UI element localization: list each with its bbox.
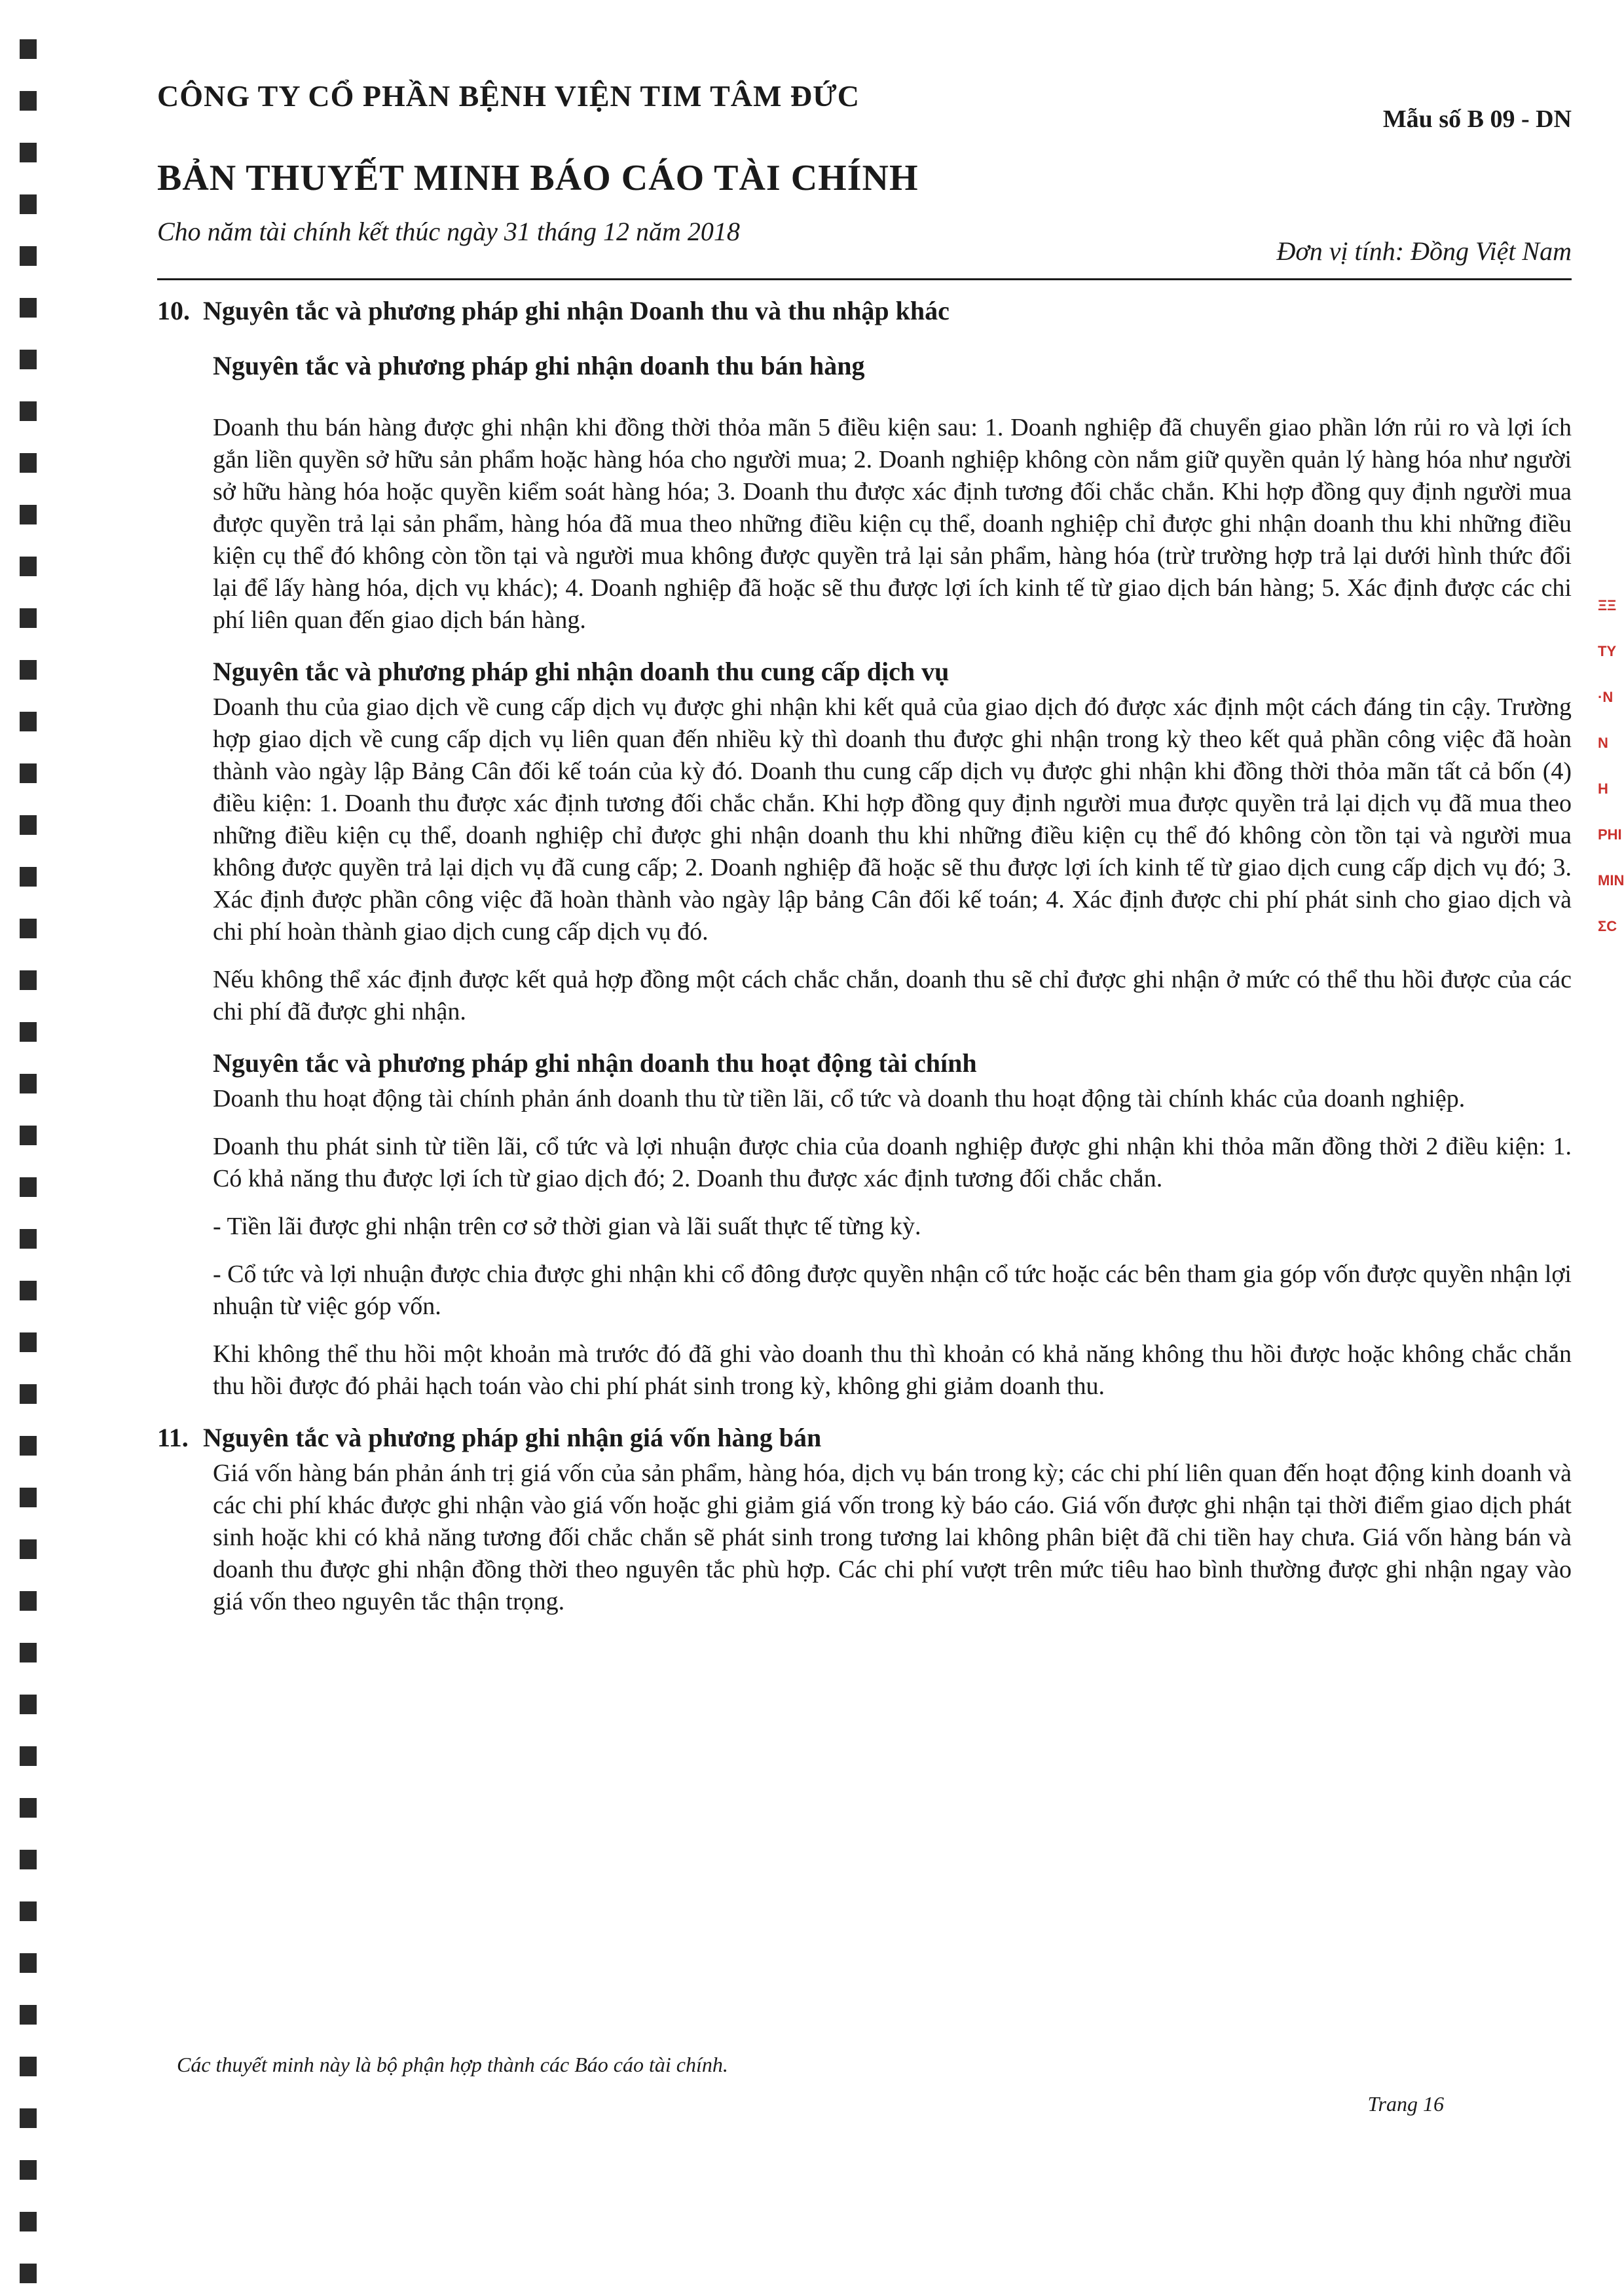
binder-hole xyxy=(20,1332,37,1352)
form-number: Mẫu số B 09 - DN xyxy=(1382,105,1572,133)
binder-hole xyxy=(20,608,37,628)
binder-hole xyxy=(20,1591,37,1611)
seal-fragment-text: ΣC xyxy=(1598,918,1617,934)
seal-fragment-text: ·N xyxy=(1598,689,1614,705)
page-number: Trang 16 xyxy=(1367,2092,1444,2116)
paragraph: Doanh thu hoạt động tài chính phản ánh doanh thu từ tiền lãi, cổ tức và doanh thu hoạt động tài chính khác của doanh nghiệp. xyxy=(213,1085,1466,1112)
binder-hole xyxy=(20,763,37,783)
seal-fragment-text: MIN xyxy=(1598,872,1624,889)
section-11-heading xyxy=(157,1418,1572,1458)
subsection-sales-revenue-heading: Nguyên tắc và phương pháp ghi nhận doanh thu bán hàng xyxy=(213,351,865,380)
seal-fragment-text: TY xyxy=(1598,643,1617,659)
section-title: Nguyên tắc và phương pháp ghi nhận Doanh thu và thu nhập khác xyxy=(203,296,950,325)
binder-hole xyxy=(20,194,37,214)
notes-content xyxy=(157,291,1572,1618)
paragraph: Doanh thu phát sinh từ tiền lãi, cổ tức và lợi nhuận được chia của doanh nghiệp được ghi nhận khi thỏa mãn đồng thời 2 điều kiện: 1. Có khả năng thu được lợi ích từ giao dịch đó; 2. Doanh thu được xác định tương đối chắc chắn. xyxy=(213,1133,1572,1192)
binder-hole xyxy=(20,1384,37,1404)
company-name: CÔNG TY CỔ PHẦN BỆNH VIỆN TIM TÂM ĐỨC xyxy=(157,79,860,113)
footer-note: Các thuyết minh này là bộ phận hợp thành các Báo cáo tài chính. xyxy=(177,2053,728,2076)
binder-hole xyxy=(20,660,37,680)
paragraph: Nếu không thể xác định được kết quả hợp đồng một cách chắc chắn, doanh thu sẽ chỉ được ghi nhận ở mức có thể thu hồi được của các chi phí đã được ghi nhận. xyxy=(213,966,1572,1025)
binder-hole xyxy=(20,350,37,369)
binder-hole xyxy=(20,815,37,835)
binder-hole xyxy=(20,1022,37,1042)
binder-hole xyxy=(20,39,37,59)
reporting-period: Cho năm tài chính kết thúc ngày 31 tháng 12 năm 2018 xyxy=(157,217,740,246)
seal-fragment-text: PHI xyxy=(1598,826,1622,843)
binder-hole xyxy=(20,2057,37,2076)
header-divider xyxy=(157,278,1572,280)
seal-stamp-fragment xyxy=(1598,583,1624,949)
binder-hole xyxy=(20,557,37,576)
binder-hole xyxy=(20,1798,37,1818)
paragraph: Doanh thu của giao dịch về cung cấp dịch vụ được ghi nhận khi kết quả của giao dịch đó được xác định một cách đáng tin cậy. Trường hợp giao dịch về cung cấp dịch vụ liên quan đến nhiều kỳ thì doanh thu được ghi nhận trong kỳ theo kết quả phần công việc đã hoàn thành vào ngày lập Bảng Cân đối kế toán của kỳ đó. Doanh thu cung cấp dịch vụ được ghi nhận khi đồng thời thỏa mãn tất cả bốn (4) điều kiện: 1. Doanh thu được xác định tương đối chắc chắn. Khi hợp đồng quy định người mua được quyền trả lại dịch vụ đã mua theo những điều kiện cụ thể, doanh nghiệp chỉ được ghi nhận doanh thu khi những điều kiện cụ thể đó không còn tồn tại và người mua không được quyền trả lại dịch vụ đã cung cấp; 2. Doanh nghiệp đã hoặc sẽ thu được lợi ích kinh tế từ giao dịch cung cấp dịch vụ đó; 3. Xác định được phần công việc đã hoàn thành vào ngày lập bảng Cân đối kế toán; 4. Xác định được chi phí phát sinh cho giao dịch và chi phí hoàn thành giao dịch cung cấp dịch vụ đó. xyxy=(213,693,1572,946)
binder-hole xyxy=(20,712,37,731)
binder-hole xyxy=(20,1488,37,1507)
binder-hole xyxy=(20,1850,37,1869)
section-10-heading xyxy=(157,291,1572,331)
binder-hole xyxy=(20,919,37,938)
binder-hole xyxy=(20,401,37,421)
binder-hole xyxy=(20,1074,37,1093)
binder-hole xyxy=(20,2005,37,2025)
binder-hole xyxy=(20,2264,37,2283)
binder-hole xyxy=(20,1539,37,1559)
paragraph: Khi không thể thu hồi một khoản mà trước đó đã ghi vào doanh thu thì khoản có khả năng không thu hồi được hoặc không chắc chắn thu hồi được đó phải hạch toán vào chi phí phát sinh trong kỳ, không ghi giảm doanh thu. xyxy=(213,1340,1572,1400)
binder-hole xyxy=(20,1746,37,1766)
binder-holes xyxy=(20,39,46,2266)
seal-fragment-text: N H xyxy=(1598,735,1608,797)
binder-hole xyxy=(20,1643,37,1662)
section-number: 10. xyxy=(157,296,190,325)
binder-hole xyxy=(20,143,37,162)
binder-hole xyxy=(20,1229,37,1249)
section-title: Nguyên tắc và phương pháp ghi nhận giá vốn hàng bán xyxy=(203,1423,822,1452)
subsection-service-revenue-heading: Nguyên tắc và phương pháp ghi nhận doanh thu cung cấp dịch vụ xyxy=(213,657,950,686)
binder-hole xyxy=(20,2160,37,2180)
paragraph: - Tiền lãi được ghi nhận trên cơ sở thời gian và lãi suất thực tế từng kỳ. xyxy=(213,1213,921,1240)
paragraph: Giá vốn hàng bán phản ánh trị giá vốn của sản phẩm, hàng hóa, dịch vụ bán trong kỳ; các chi phí liên quan đến hoạt động kinh doanh và các chi phí khác được ghi nhận vào giá vốn hoặc ghi giảm giá vốn trong kỳ báo cáo. Giá vốn được ghi nhận tại thời điểm giao dịch phát sinh hoặc khi có khả năng tương đối chắc chắn sẽ phát sinh trong tương lai không phân biệt đã chi tiền hay chưa. Giá vốn hàng bán và doanh thu được ghi nhận đồng thời theo nguyên tắc phù hợp. Các chi phí vượt trên mức tiêu hao bình thường được ghi nhận ngay vào giá vốn theo nguyên tắc thận trọng. xyxy=(213,1460,1572,1615)
binder-hole xyxy=(20,867,37,887)
currency-unit: Đơn vị tính: Đồng Việt Nam xyxy=(1276,236,1572,266)
paragraph: - Cổ tức và lợi nhuận được chia được ghi nhận khi cổ đông được quyền nhận cổ tức hoặc các bên tham gia góp vốn được quyền nhận lợi nhuận từ việc góp vốn. xyxy=(213,1260,1572,1320)
binder-hole xyxy=(20,1901,37,1921)
binder-hole xyxy=(20,505,37,524)
binder-hole xyxy=(20,453,37,473)
document-title: BẢN THUYẾT MINH BÁO CÁO TÀI CHÍNH xyxy=(157,158,919,198)
subsection-financial-revenue-heading: Nguyên tắc và phương pháp ghi nhận doanh thu hoạt động tài chính xyxy=(213,1048,977,1078)
binder-hole xyxy=(20,1695,37,1714)
seal-fragment-text: ΞΞ xyxy=(1598,597,1617,614)
binder-hole xyxy=(20,1177,37,1197)
binder-hole xyxy=(20,2212,37,2231)
binder-hole xyxy=(20,1126,37,1145)
binder-hole xyxy=(20,91,37,111)
binder-hole xyxy=(20,1953,37,1973)
binder-hole xyxy=(20,970,37,990)
binder-hole xyxy=(20,2108,37,2128)
binder-hole xyxy=(20,298,37,318)
binder-hole xyxy=(20,246,37,266)
binder-hole xyxy=(20,1281,37,1300)
binder-hole xyxy=(20,1436,37,1456)
section-number: 11. xyxy=(157,1423,189,1452)
paragraph: Doanh thu bán hàng được ghi nhận khi đồng thời thỏa mãn 5 điều kiện sau: 1. Doanh nghiệp đã chuyển giao phần lớn rủi ro và lợi ích gắn liền quyền sở hữu sản phẩm hoặc hàng hóa cho người mua; 2. Doanh nghiệp không còn nắm giữ quyền quản lý hàng hóa như người sở hữu hàng hóa hoặc quyền kiểm soát hàng hóa; 3. Doanh thu được xác định tương đối chắc chắn. Khi hợp đồng quy định người mua được quyền trả lại sản phẩm, hàng hóa đã mua theo những điều kiện cụ thể, doanh nghiệp chỉ được ghi nhận doanh thu khi những điều kiện cụ thể đó không còn tồn tại và người mua không được quyền trả lại sản phẩm, hàng hóa (trừ trường hợp trả lại dưới hình thức đổi lại để lấy hàng hóa, dịch vụ khác); 4. Doanh nghiệp đã hoặc sẽ thu được lợi ích kinh tế từ giao dịch bán hàng; 5. Xác định được các chi phí liên quan đến giao dịch bán hàng. xyxy=(213,414,1572,634)
